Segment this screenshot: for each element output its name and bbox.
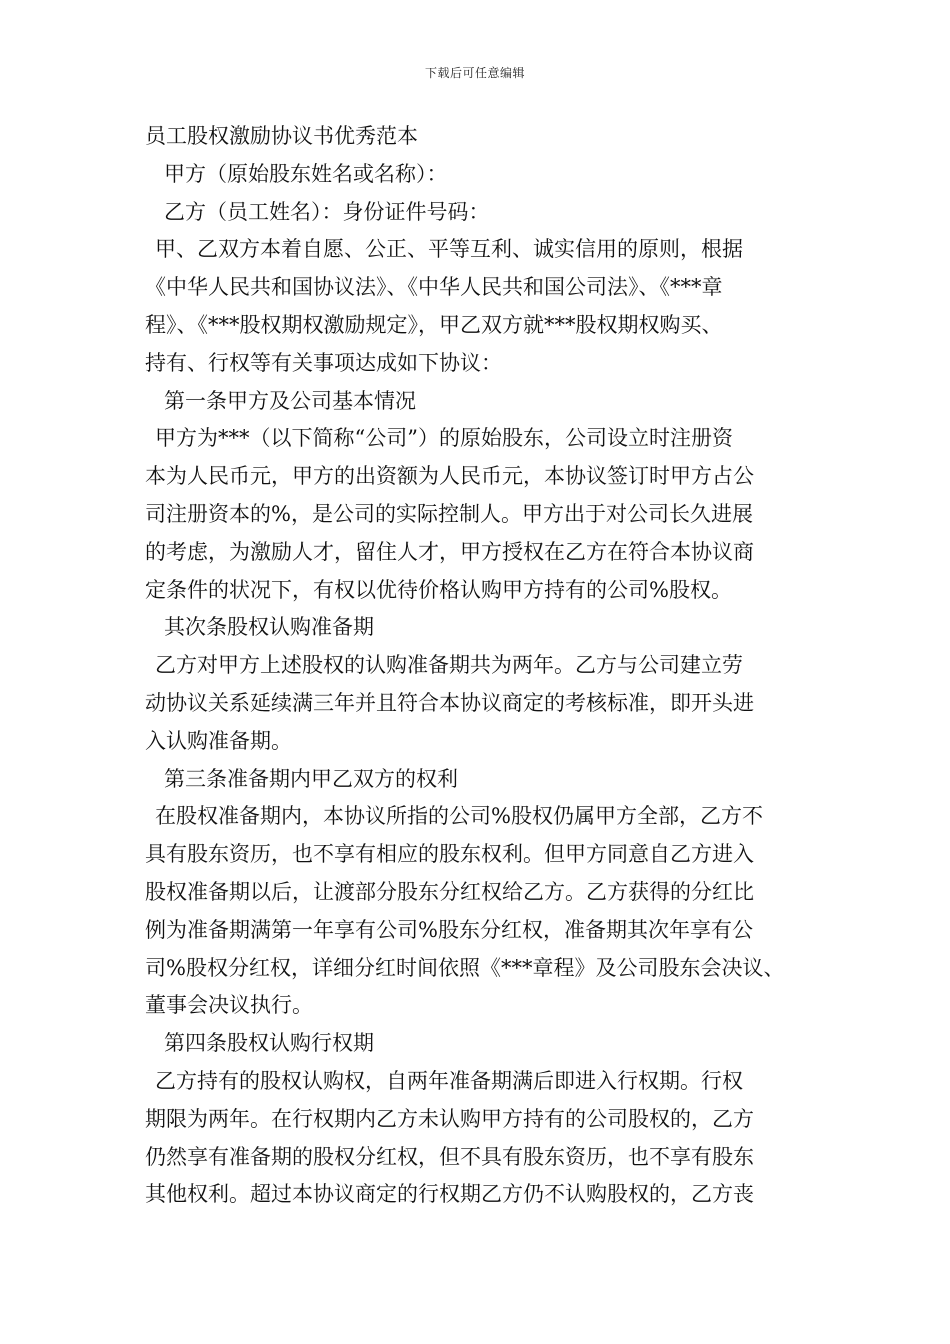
- body-line: 程》、《***股权期权激励规定》，甲乙双方就***股权期权购买、: [145, 312, 723, 337]
- page-header: 下载后可任意编辑: [424, 66, 525, 80]
- body-line: 期限为两年。在行权期内乙方未认购甲方持有的公司股权的，乙方: [145, 1106, 754, 1131]
- body-line: 股权准备期以后，让渡部分股东分红权给乙方。乙方获得的分红比: [145, 879, 754, 904]
- party-a-line: 甲方（原始股东姓名或名称）：: [164, 161, 448, 186]
- section-heading: 其次条股权认购准备期: [164, 615, 374, 640]
- body-line: 甲方为***（以下简称“公司”）的原始股东，公司设立时注册资: [155, 426, 733, 451]
- body-line: 具有股东资历，也不享有相应的股东权利。但甲方同意自乙方进入: [145, 842, 754, 867]
- body-line: 持有、行权等有关事项达成如下协议：: [145, 350, 502, 375]
- body-line: 其他权利。超过本协议商定的行权期乙方仍不认购股权的，乙方丧: [145, 1182, 754, 1207]
- body-line: 定条件的状况下，有权以优待价格认购甲方持有的公司%股权。: [145, 577, 732, 602]
- body-line: 董事会决议执行。: [145, 993, 313, 1018]
- party-b-line: 乙方（员工姓名）：身份证件号码：: [164, 199, 490, 224]
- body-line: 例为准备期满第一年享有公司%股东分红权，准备期其次年享有公: [145, 917, 753, 942]
- section-heading: 第三条准备期内甲乙双方的权利: [164, 766, 458, 791]
- document-title: 员工股权激励协议书优秀范本: [145, 124, 418, 148]
- body-line: 乙方对甲方上述股权的认购准备期共为两年。乙方与公司建立劳: [155, 653, 743, 678]
- body-line: 本为人民币元，甲方的出资额为人民币元，本协议签订时甲方占公: [145, 464, 754, 489]
- body-line: 在股权准备期内，本协议所指的公司%股权仍属甲方全部，乙方不: [155, 804, 763, 829]
- section-heading: 第四条股权认购行权期: [164, 1031, 374, 1056]
- body-line: 甲、乙双方本着自愿、公正、平等互利、诚实信用的原则，根据: [155, 237, 743, 262]
- body-line: 司%股权分红权，详细分红时间依照《***章程》及公司股东会决议、: [145, 955, 785, 980]
- section-heading: 第一条甲方及公司基本情况: [164, 388, 416, 413]
- body-line: 仍然享有准备期的股权分红权，但不具有股东资历，也不享有股东: [145, 1144, 754, 1169]
- body-line: 动协议关系延续满三年并且符合本协议商定的考核标准，即开头进: [145, 690, 754, 715]
- body-line: 入认购准备期。: [145, 728, 292, 753]
- body-line: 司注册资本的%，是公司的实际控制人。甲方出于对公司长久进展: [145, 501, 753, 526]
- body-line: 的考虑，为激励人才，留住人才，甲方授权在乙方在符合本协议商: [145, 539, 754, 564]
- body-line: 《中华人民共和国协议法》、《中华人民共和国公司法》、《***章: [145, 275, 723, 300]
- document-body: [145, 118, 815, 1214]
- body-line: 乙方持有的股权认购权，自两年准备期满后即进入行权期。行权: [155, 1068, 743, 1093]
